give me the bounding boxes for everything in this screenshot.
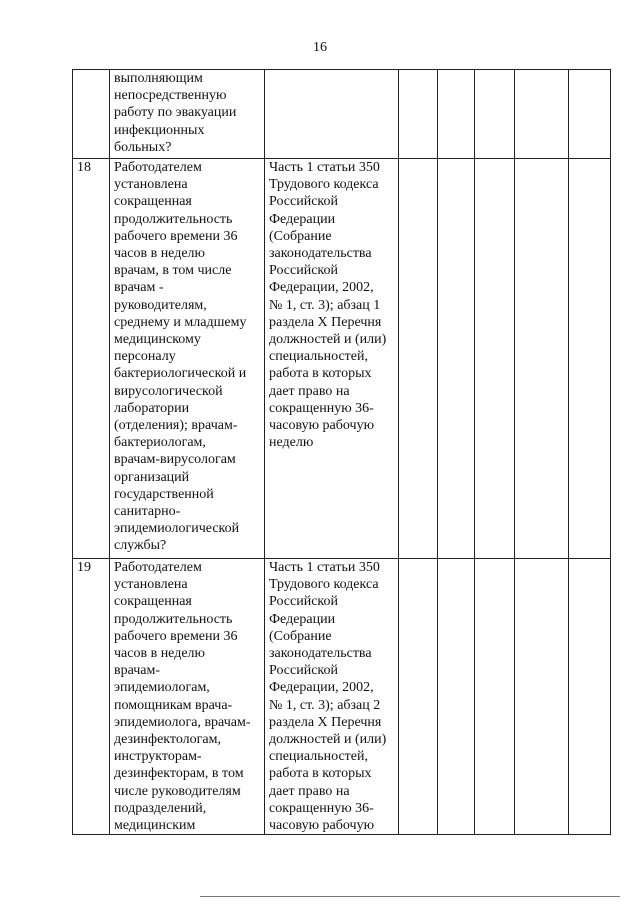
- answer-yes-cell: [399, 70, 438, 159]
- table-row: [73, 159, 611, 559]
- note-cell: [569, 159, 611, 559]
- question-cell: Работодателем установлена сокращенная продолжительность рабочего времени 36 часов в неделю врачам, в том числе врачам - руководителям, среднему и младшему медицинскому персоналу бактериологической и вирусологической лаборатории (отделения); врачам- бактериологам, врачам-вирусологам организаций государственной санитарно- эпидемиологической службы?: [110, 159, 265, 559]
- answer-no-cell: [438, 70, 475, 159]
- row-number-cell: [73, 70, 110, 159]
- reference-cell: Часть 1 статьи 350 Трудового кодекса Российской Федерации (Собрание законодательства Российской Федерации, 2002, № 1, ст. 3); абзац 1 раздела X Перечня должностей и (или) специальностей, работа в которых дает право на сокращенную 36- часовую рабочую неделю: [265, 159, 399, 559]
- comment-cell: [515, 70, 569, 159]
- answer-na-cell: [475, 70, 515, 159]
- reference-cell: Часть 1 статьи 350 Трудового кодекса Российской Федерации (Собрание законодательства Российской Федерации, 2002, № 1, ст. 3); абзац 2 раздела X Перечня должностей и (или) специальностей, работа в которых дает право на сокращенную 36- часовую рабочую: [265, 559, 399, 835]
- note-cell: [569, 70, 611, 159]
- answer-no-cell: [438, 559, 475, 835]
- table-row: [73, 70, 611, 159]
- answer-yes-cell: [399, 159, 438, 559]
- answer-no-cell: [438, 159, 475, 559]
- answer-na-cell: [475, 559, 515, 835]
- reference-cell: [265, 70, 399, 159]
- page-number: 16: [313, 40, 327, 55]
- checklist-table: [72, 69, 611, 835]
- comment-cell: [515, 159, 569, 559]
- scan-edge-line: [200, 896, 620, 897]
- table-row: [73, 559, 611, 835]
- row-number-cell: 19: [73, 559, 110, 835]
- answer-yes-cell: [399, 559, 438, 835]
- note-cell: [569, 559, 611, 835]
- question-cell: Работодателем установлена сокращенная продолжительность рабочего времени 36 часов в неделю врачам- эпидемиологам, помощникам врача- эпидемиолога, врачам- дезинфектологам, инструкторам- дезинфекторам, в том числе руководителям подразделений, медицинским: [110, 559, 265, 835]
- row-number-cell: 18: [73, 159, 110, 559]
- question-cell: выполняющим непосредственную работу по эвакуации инфекционных больных?: [110, 70, 265, 159]
- comment-cell: [515, 559, 569, 835]
- answer-na-cell: [475, 159, 515, 559]
